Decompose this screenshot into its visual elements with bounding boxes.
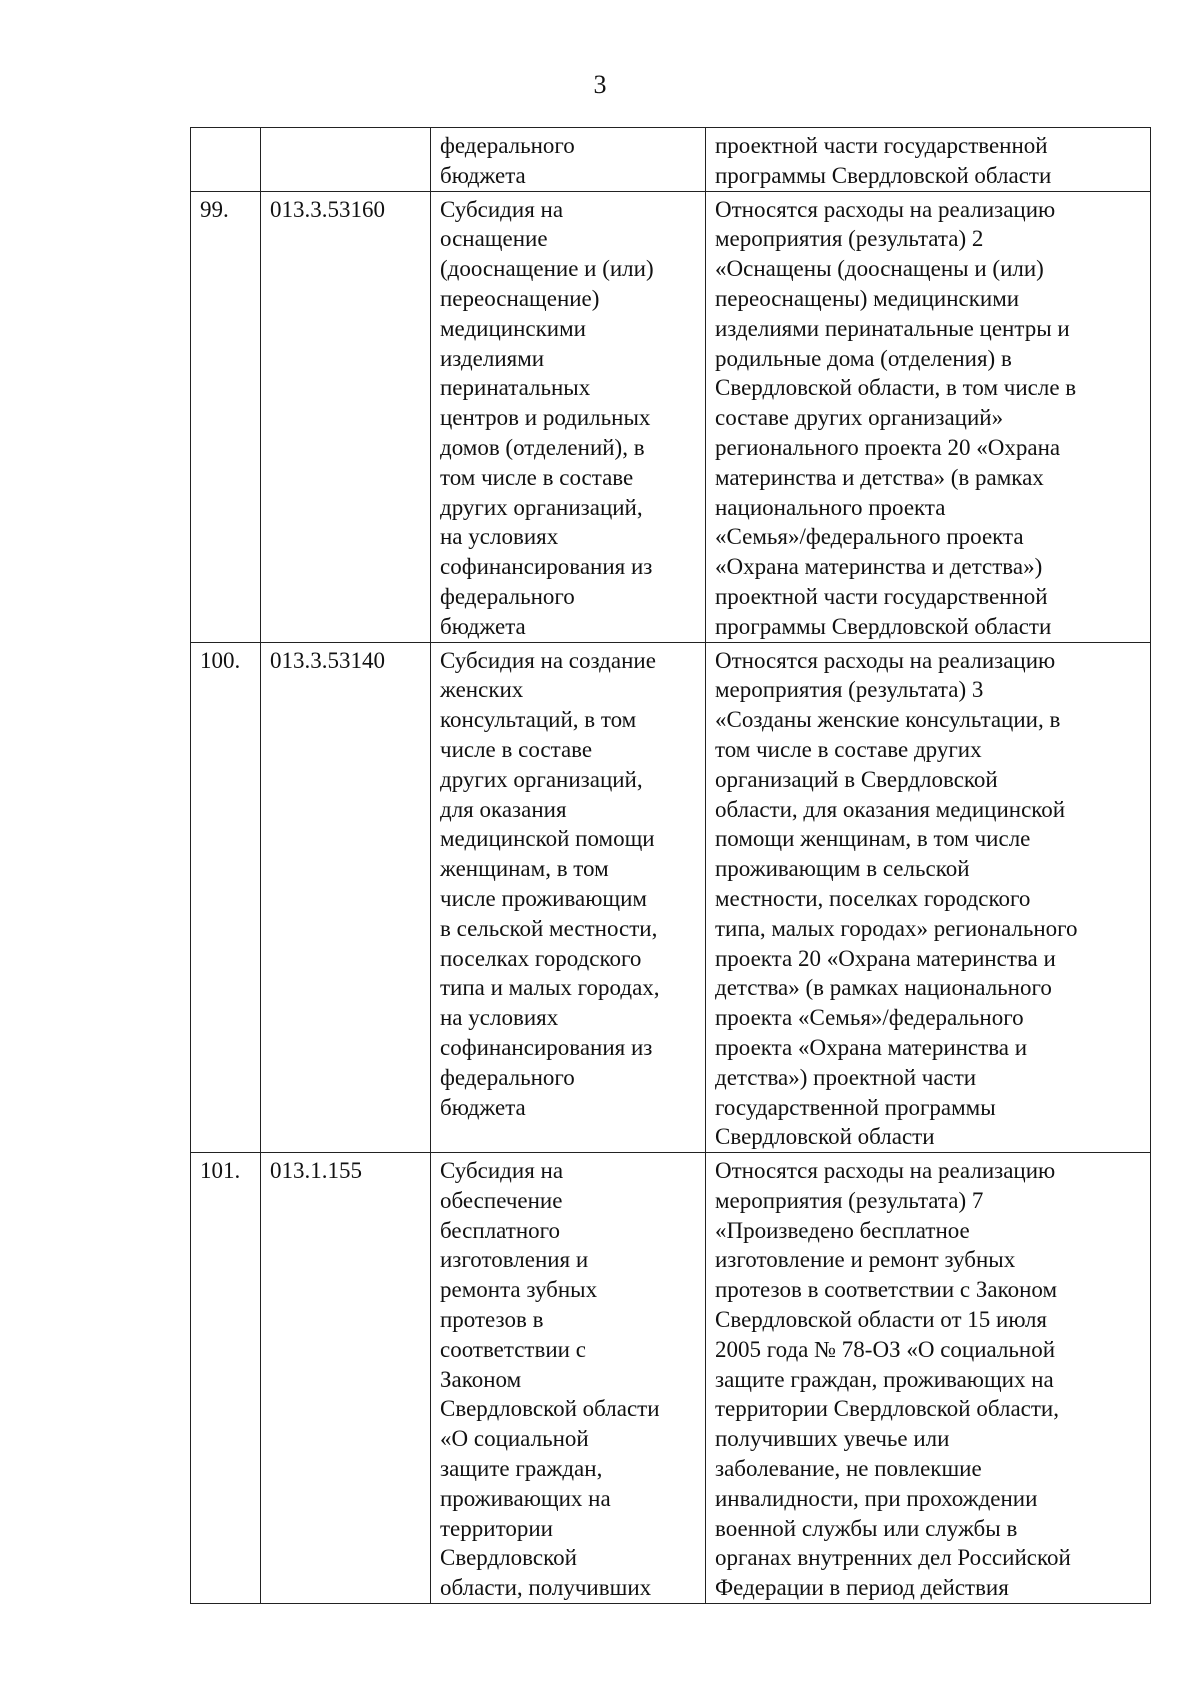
budget-code: 013.3.53160 xyxy=(270,196,385,222)
row-number: 99. xyxy=(200,196,229,222)
row-number: 101. xyxy=(200,1158,241,1184)
row-number: 100. xyxy=(200,647,241,673)
name-cell xyxy=(431,191,706,642)
budget-code: 013.3.53140 xyxy=(270,647,385,673)
name-cell xyxy=(431,642,706,1153)
expense-name: Субсидия на создание женских консультаций, в том числе в составе других организаций, для оказания медицинской помощи женщинам, в том числе проживающим в сельской местности, поселках городского типа и малых городах, на условиях софинансирования из федерального бюджета xyxy=(440,647,660,1120)
name-cell xyxy=(431,128,706,192)
table-row xyxy=(191,191,1151,642)
budget-code: 013.1.155 xyxy=(270,1158,362,1184)
table-row xyxy=(191,128,1151,192)
code-cell xyxy=(261,128,431,192)
expense-description: Относятся расходы на реализацию мероприятия (результата) 7 «Произведено бесплатное изготовление и ремонт зубных протезов в соответствии с Законом Свердловской области от 15 июля 2005 года № 78-ОЗ «О социальной защите граждан, проживающих на территории Свердловской области, получивших увечье или заболевание, не повлекшие инвалидности, при прохождении военной службы или службы в органах внутренних дел Российской Федерации в период действия xyxy=(715,1158,1071,1601)
expense-description: проектной части государственной программы Свердловской области xyxy=(715,133,1052,188)
description-cell xyxy=(706,642,1151,1153)
row-number-cell xyxy=(191,1153,261,1604)
budget-classification-table xyxy=(190,127,1151,1604)
row-number-cell xyxy=(191,191,261,642)
description-cell xyxy=(706,1153,1151,1604)
expense-name: Субсидия на оснащение (дооснащение и (или) переоснащение) медицинскими изделиями перинатальных центров и родильных домов (отделений), в том числе в составе других организаций, на условиях софинансирования из федерального бюджета xyxy=(440,196,654,639)
row-number-cell xyxy=(191,642,261,1153)
page-number: 3 xyxy=(593,70,607,99)
table-row xyxy=(191,1153,1151,1604)
expense-description: Относятся расходы на реализацию мероприятия (результата) 2 «Оснащены (дооснащены и (или) переоснащены) медицинскими изделиями перинатальные центры и родильные дома (отделения) в Свердловской области, в том числе в составе других организаций» регионального проекта 20 «Охрана материнства и детства» (в рамках национального проекта «Семья»/федерального проекта «Охрана материнства и детства») проектной части государственной программы Свердловской области xyxy=(715,196,1077,639)
description-cell xyxy=(706,128,1151,192)
row-number-cell xyxy=(191,128,261,192)
code-cell xyxy=(261,1153,431,1604)
expense-name: федерального бюджета xyxy=(440,133,575,188)
code-cell xyxy=(261,642,431,1153)
code-cell xyxy=(261,191,431,642)
name-cell xyxy=(431,1153,706,1604)
expense-description: Относятся расходы на реализацию мероприятия (результата) 3 «Созданы женские консультации, в том числе в составе других организаций в Свердловской области, для оказания медицинской помощи женщинам, в том числе проживающим в сельской местности, поселках городского типа, малых городах» регионального проекта 20 «Охрана материнства и детства» (в рамках национального проекта «Семья»/федерального проекта «Охрана материнства и детства») проектной части государственной программы Свердловской области xyxy=(715,647,1078,1150)
table-row xyxy=(191,642,1151,1153)
expense-name: Субсидия на обеспечение бесплатного изготовления и ремонта зубных протезов в соответствии с Законом Свердловской области «О социальной защите граждан, проживающих на территории Свердловской области, получивших xyxy=(440,1158,660,1601)
description-cell xyxy=(706,191,1151,642)
